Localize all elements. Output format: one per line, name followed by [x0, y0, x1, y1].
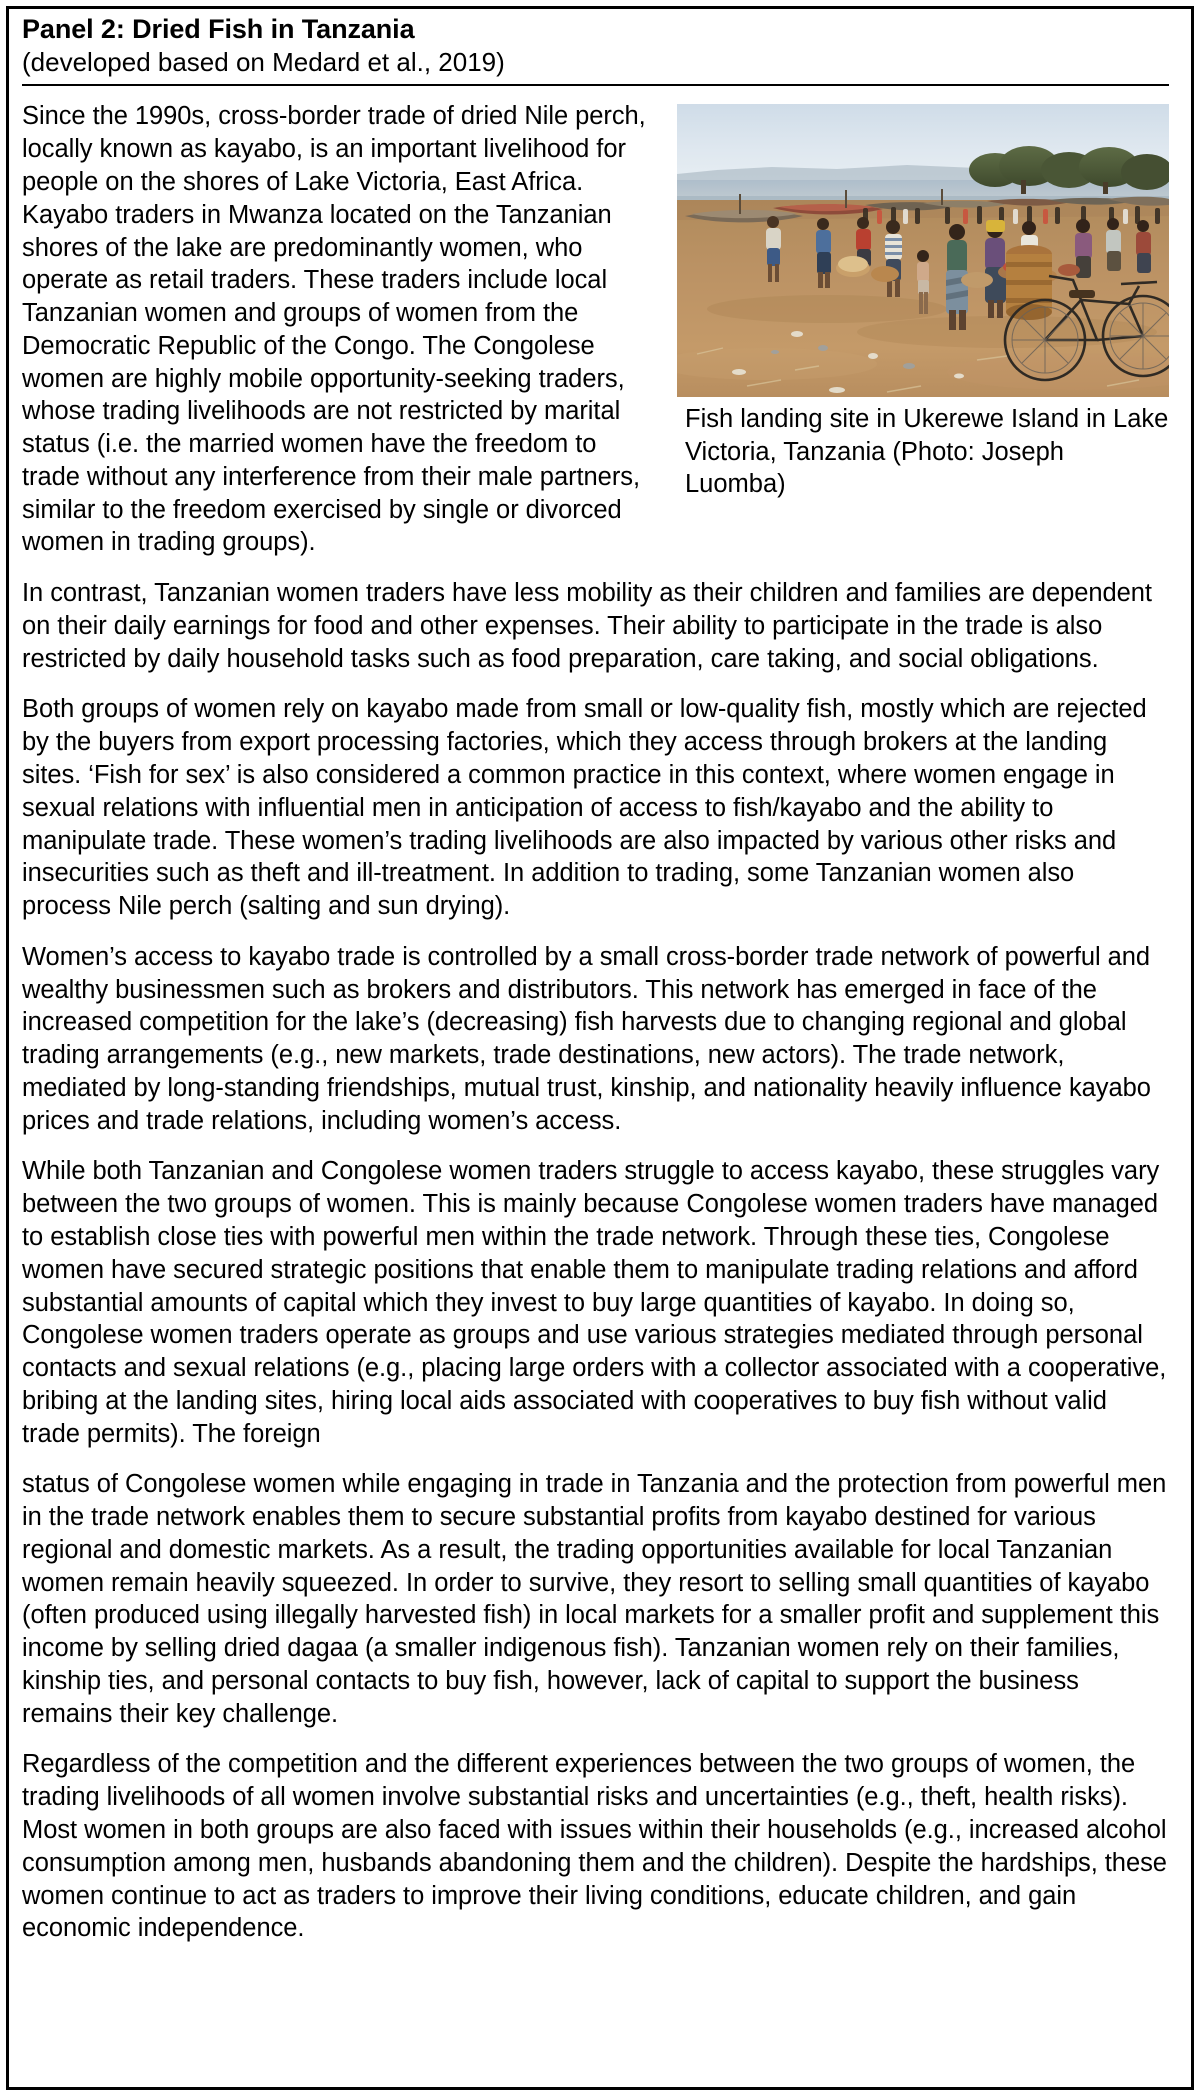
figure-block: [677, 104, 1169, 499]
paragraph-2: In contrast, Tanzanian women traders have less mobility as their children and families are dependent on their daily earnings for food and other expenses. Their ability to participate in the trade is also restricted by daily household tasks such as food preparation, care taking, and social obligations.: [22, 579, 1152, 673]
paragraph-4: Women’s access to kayabo trade is controlled by a small cross-border trade network of powerful and wealthy businessmen such as brokers and distributors. This network has emerged in face of the increased competition for the lake’s (decreasing) fish harvests due to changing regional and global trading arrangements (e.g., new markets, trade destinations, new actors). The trade network, mediated by long-standing friendships, mutual trust, kinship, and nationality heavily influence kayabo prices and trade relations, including women’s access.: [22, 942, 1151, 1135]
paragraph-5: While both Tanzanian and Congolese women traders struggle to access kayabo, these struggles vary between the two groups of women. This is mainly because Congolese women traders have managed to establish close ties with powerful men within the trade network. Through these ties, Congolese women have secured strategic positions that enable them to manipulate trading relations and afford substantial amounts of capital which they invest to buy large quantities of kayabo. In doing so, Congolese women traders operate as groups and use various strategies mediated through personal contacts and sexual relations (e.g., placing large orders with a collector associated with a cooperative, bribing at the landing sites, hiring local aids associated with cooperatives to buy fish without valid trade permits). The foreign: [22, 1157, 1167, 1448]
page-title: Panel 2: Dried Fish in Tanzania: [22, 14, 415, 44]
paragraph-6: status of Congolese women while engaging in trade in Tanzania and the protection from powerful men in the trade network enables them to secure substantial profits from kayabo destined for various regional and domestic markets. As a result, the trading opportunities available for local Tanzanian women remain heavily squeezed. In order to survive, they resort to selling small quantities of kayabo (often produced using illegally harvested fish) in local markets for a smaller profit and supplement this income by selling dried dagaa (a smaller indigenous fish). Tanzanian women rely on their families, kinship ties, and personal contacts to buy fish, however, lack of capital to support the business remains their key challenge.: [22, 1470, 1167, 1728]
panel-body: [22, 100, 1169, 1945]
title-divider: [22, 84, 1169, 86]
panel-source-note: (developed based on Medard et al., 2019): [22, 47, 505, 78]
paragraph-3: Both groups of women rely on kayabo made from small or low-quality fish, mostly which are rejected by the buyers from export processing factories, which they access through brokers at the landing sites. ‘Fish for sex’ is also considered a common practice in this context, where women engage in sexual relations with influential men in anticipation of access to fish/kayabo and the ability to manipulate trade. These women’s trading livelihoods are also impacted by various other risks and insecurities such as theft and ill-treatment. In addition to trading, some Tanzanian women also process Nile perch (salting and sun drying).: [22, 695, 1147, 921]
paragraph-7: Regardless of the competition and the different experiences between the two groups of women, the trading livelihoods of all women involve substantial risks and uncertainties (e.g., theft, health risks). Most women in both groups are also faced with issues within their households (e.g., increased alcohol consumption among men, husbands abandoning them and the children). Despite the hardships, these women continue to act as traders to improve their living conditions, educate children, and gain economic independence.: [22, 1750, 1167, 1943]
figure-caption: Fish landing site in Ukerewe Island in Lake Victoria, Tanzania (Photo: Joseph Luomba): [685, 405, 1169, 498]
fish-landing-site-photo: [677, 104, 1169, 397]
panel-header: [22, 14, 1174, 86]
panel-content: [22, 14, 1174, 1945]
paragraph-1: Since the 1990s, cross-border trade of dried Nile perch, locally known as kayabo, is an important livelihood for people on the shores of Lake Victoria, East Africa. Kayabo traders in Mwanza located on the Tanzanian shores of the lake are predominantly women, who operate as retail traders. These traders include local Tanzanian women and groups of women from the Democratic Republic of the Congo. The Congolese women are highly mobile opportunity-seeking traders, whose trading livelihoods are not restricted by marital status (i.e. the married women have the freedom to trade without any interference from their male partners, similar to the freedom exercised by single or divorced women in trading groups).: [22, 102, 646, 557]
